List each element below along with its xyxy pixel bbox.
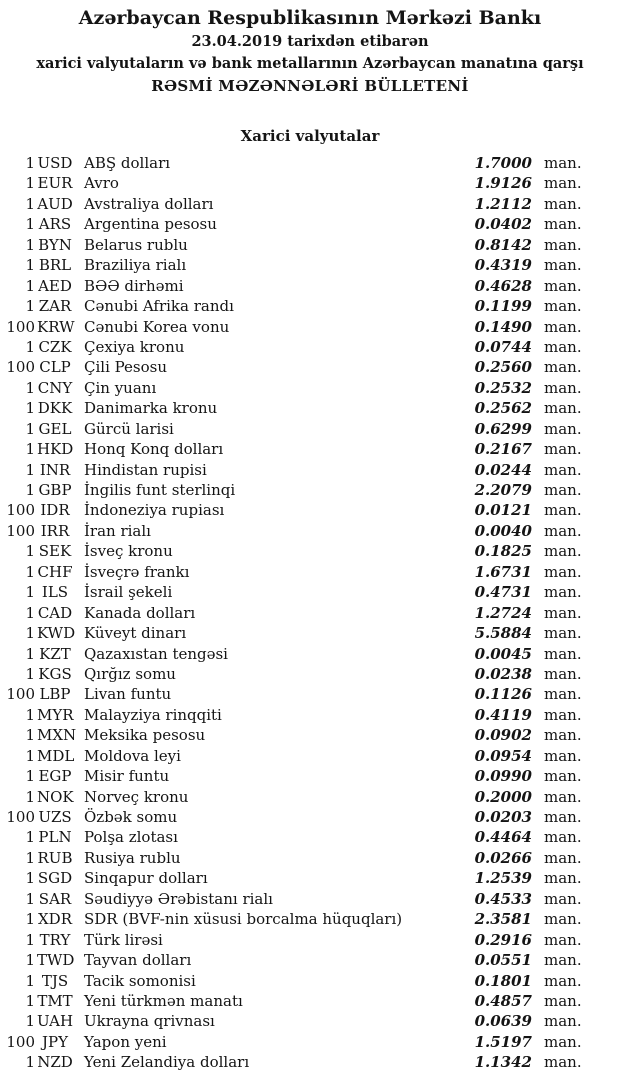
nominal-value: 100 xyxy=(6,521,35,540)
effective-date-line: 23.04.2019 tarixdən etibarən xyxy=(191,33,429,50)
currency-name: Çin yuanı xyxy=(84,378,157,397)
currency-code: ARS xyxy=(38,215,72,234)
nominal-value: 1 xyxy=(25,194,35,213)
nominal-value: 1 xyxy=(25,644,35,663)
currency-name: Norveç kronu xyxy=(84,787,189,806)
currency-name: Livan funtu xyxy=(84,685,172,704)
currency-name: BƏƏ dirhəmi xyxy=(84,276,184,295)
nominal-value: 1 xyxy=(25,481,35,499)
rate-value: 0.0203 xyxy=(474,808,532,826)
unit-label: man. xyxy=(544,154,582,172)
currency-code: MDL xyxy=(37,746,75,765)
currency-name: Belarus rublu xyxy=(84,235,188,254)
nominal-value: 1 xyxy=(25,276,35,295)
currency-code: JPY xyxy=(41,1032,68,1051)
nominal-value: 1 xyxy=(25,440,35,459)
nominal-value: 1 xyxy=(25,705,35,724)
table-row xyxy=(0,971,620,991)
unit-label: man. xyxy=(544,869,582,888)
currency-code: EUR xyxy=(37,174,73,193)
unit-label: man. xyxy=(544,889,582,908)
bulletin-title: RƏSMİ MƏZƏNNƏLƏRİ BÜLLETENİ xyxy=(151,77,469,95)
unit-label: man. xyxy=(544,440,582,459)
currency-name: Tayvan dolları xyxy=(84,951,192,970)
rate-value: 2.2079 xyxy=(474,481,532,499)
table-row xyxy=(0,746,620,766)
rate-value: 0.4319 xyxy=(474,256,532,275)
rate-value: 0.4464 xyxy=(474,828,532,847)
nominal-value: 100 xyxy=(6,808,35,826)
currency-name: Rusiya rublu xyxy=(84,848,181,867)
currency-name: Moldova leyi xyxy=(84,746,181,765)
rate-value: 0.1825 xyxy=(474,542,532,561)
table-row xyxy=(0,868,620,888)
unit-label: man. xyxy=(544,746,582,765)
table-row xyxy=(0,623,620,643)
nominal-value: 1 xyxy=(25,583,35,602)
table-row xyxy=(0,848,620,868)
table-row xyxy=(0,378,620,398)
unit-label: man. xyxy=(544,215,582,234)
table-row xyxy=(0,582,620,602)
nominal-value: 1 xyxy=(25,542,35,561)
currency-name: Meksika pesosu xyxy=(84,726,206,745)
rate-value: 1.1342 xyxy=(474,1053,532,1072)
currency-code: CZK xyxy=(38,337,72,356)
currency-name: Kanada dolları xyxy=(84,603,196,622)
currency-code: CNY xyxy=(37,378,73,397)
currency-name: Hindistan rupisi xyxy=(84,460,207,479)
nominal-value: 1 xyxy=(25,991,35,1010)
rate-value: 1.2724 xyxy=(474,603,532,622)
rate-value: 1.5197 xyxy=(474,1032,532,1051)
nominal-value: 1 xyxy=(25,297,35,316)
nominal-value: 100 xyxy=(6,1032,35,1051)
currency-name: Sinqapur dolları xyxy=(84,869,208,888)
currency-code: DKK xyxy=(37,399,73,418)
rate-value: 0.0244 xyxy=(474,460,532,479)
unit-label: man. xyxy=(544,787,582,806)
currency-code: TJS xyxy=(41,971,69,990)
nominal-value: 1 xyxy=(25,337,35,356)
nominal-value: 1 xyxy=(25,1012,35,1031)
currency-name: Çili Pesosu xyxy=(84,358,168,377)
unit-label: man. xyxy=(544,808,582,826)
table-row xyxy=(0,1052,620,1072)
currency-code: IDR xyxy=(40,501,70,520)
currency-code: MXN xyxy=(37,726,77,745)
unit-label: man. xyxy=(544,603,582,622)
table-row xyxy=(0,214,620,234)
rate-value: 0.6299 xyxy=(474,419,532,438)
table-row xyxy=(0,1011,620,1031)
table-row xyxy=(0,255,620,275)
rate-value: 0.0639 xyxy=(474,1012,532,1031)
nominal-value: 1 xyxy=(25,256,35,275)
rate-value: 1.7000 xyxy=(474,154,532,172)
currency-code: IRR xyxy=(40,521,70,540)
unit-label: man. xyxy=(544,624,582,643)
currency-code: ILS xyxy=(41,583,69,602)
rate-value: 0.2532 xyxy=(474,378,532,397)
exchange-rates-table xyxy=(0,153,620,1073)
nominal-value: 1 xyxy=(25,378,35,397)
currency-code: SGD xyxy=(37,869,73,888)
currency-name: Gürcü larisi xyxy=(84,419,174,438)
currency-name: Argentina pesosu xyxy=(84,215,217,234)
currency-code: SAR xyxy=(38,889,72,908)
currency-name: Braziliya rialı xyxy=(84,256,187,275)
rate-value: 0.2916 xyxy=(474,930,532,949)
currency-name: Yeni türkmən manatı xyxy=(84,991,243,1010)
nominal-value: 1 xyxy=(25,910,35,929)
rate-value: 1.6731 xyxy=(474,562,532,581)
currency-name: Cənubi Afrika randı xyxy=(84,297,234,316)
unit-label: man. xyxy=(544,726,582,745)
unit-label: man. xyxy=(544,297,582,316)
nominal-value: 1 xyxy=(25,828,35,847)
rate-value: 0.2562 xyxy=(474,399,532,418)
table-row xyxy=(0,337,620,357)
bank-name: Azərbaycan Respublikasının Mərkəzi Bankı xyxy=(78,7,542,29)
table-row xyxy=(0,889,620,909)
currency-code: CLP xyxy=(39,358,71,377)
rate-value: 0.2167 xyxy=(474,440,532,459)
unit-label: man. xyxy=(544,542,582,561)
currency-name: Honq Konq dolları xyxy=(84,440,224,459)
nominal-value: 1 xyxy=(25,951,35,970)
nominal-value: 1 xyxy=(25,562,35,581)
table-row xyxy=(0,194,620,214)
unit-label: man. xyxy=(544,399,582,418)
currency-name: Misir funtu xyxy=(84,767,170,786)
table-row xyxy=(0,807,620,827)
rate-value: 0.4628 xyxy=(474,276,532,295)
nominal-value: 1 xyxy=(25,215,35,234)
unit-label: man. xyxy=(544,174,582,193)
currency-name: Tacik somonisi xyxy=(84,971,196,990)
currency-code: MYR xyxy=(37,705,74,724)
rate-value: 0.2560 xyxy=(474,358,532,377)
rate-value: 1.2539 xyxy=(474,869,532,888)
nominal-value: 1 xyxy=(25,624,35,643)
section-title: Xarici valyutalar xyxy=(240,127,380,145)
rate-value: 0.4857 xyxy=(474,991,532,1010)
table-row xyxy=(0,317,620,337)
rate-value: 0.0551 xyxy=(474,951,532,970)
nominal-value: 1 xyxy=(25,399,35,418)
table-row xyxy=(0,521,620,541)
currency-name: Qazaxıstan tengəsi xyxy=(84,644,228,663)
currency-code: KZT xyxy=(39,644,71,663)
table-row xyxy=(0,766,620,786)
unit-label: man. xyxy=(544,501,582,520)
unit-label: man. xyxy=(544,705,582,724)
table-row xyxy=(0,480,620,500)
rate-value: 0.0238 xyxy=(474,664,532,683)
currency-code: AED xyxy=(38,276,72,295)
rate-value: 0.1490 xyxy=(474,317,532,336)
table-row xyxy=(0,603,620,623)
rate-value: 0.4731 xyxy=(474,583,532,602)
currency-code: CAD xyxy=(37,603,73,622)
currency-code: GBP xyxy=(38,481,72,499)
currency-code: TWD xyxy=(37,951,75,970)
currency-code: TMT xyxy=(37,991,73,1010)
currency-code: GEL xyxy=(38,419,72,438)
rate-value: 0.0902 xyxy=(474,726,532,745)
currency-code: KRW xyxy=(37,317,75,336)
table-row xyxy=(0,357,620,377)
table-row xyxy=(0,991,620,1011)
unit-label: man. xyxy=(544,460,582,479)
currency-code: XDR xyxy=(38,910,72,929)
currency-code: ZAR xyxy=(38,297,72,316)
currency-name: ABŞ dolları xyxy=(84,154,171,172)
rate-value: 0.2000 xyxy=(474,787,532,806)
unit-label: man. xyxy=(544,664,582,683)
unit-label: man. xyxy=(544,1053,582,1072)
currency-code: RUB xyxy=(37,848,73,867)
currency-name: İsveçrə frankı xyxy=(84,562,190,581)
nominal-value: 1 xyxy=(25,726,35,745)
rate-value: 5.5884 xyxy=(474,624,532,643)
currency-name: Özbək somu xyxy=(84,808,178,826)
currency-name: Türk lirəsi xyxy=(84,930,163,949)
unit-label: man. xyxy=(544,828,582,847)
currency-name: İran rialı xyxy=(84,521,151,540)
table-row xyxy=(0,398,620,418)
unit-label: man. xyxy=(544,378,582,397)
rate-value: 1.2112 xyxy=(474,194,532,213)
currency-code: BRL xyxy=(38,256,72,275)
currency-name: Polşa zlotası xyxy=(84,828,178,847)
currency-code: BYN xyxy=(38,235,72,254)
unit-label: man. xyxy=(544,644,582,663)
currency-code: CHF xyxy=(37,562,73,581)
currency-code: LBP xyxy=(39,685,71,704)
nominal-value: 1 xyxy=(25,603,35,622)
currency-code: UZS xyxy=(38,808,72,826)
currency-name: İsrail şekeli xyxy=(84,583,173,602)
unit-label: man. xyxy=(544,235,582,254)
currency-name: Malayziya rinqqiti xyxy=(84,705,222,724)
table-row xyxy=(0,705,620,725)
rate-value: 1.9126 xyxy=(474,174,532,193)
unit-label: man. xyxy=(544,562,582,581)
nominal-value: 1 xyxy=(25,971,35,990)
unit-label: man. xyxy=(544,971,582,990)
nominal-value: 1 xyxy=(25,419,35,438)
unit-label: man. xyxy=(544,685,582,704)
currency-name: Yapon yeni xyxy=(84,1032,167,1051)
table-row xyxy=(0,562,620,582)
unit-label: man. xyxy=(544,848,582,867)
currency-name: Çexiya kronu xyxy=(84,337,185,356)
table-row xyxy=(0,1032,620,1052)
nominal-value: 100 xyxy=(6,685,35,704)
table-row xyxy=(0,950,620,970)
table-row xyxy=(0,684,620,704)
unit-label: man. xyxy=(544,276,582,295)
nominal-value: 1 xyxy=(25,746,35,765)
currency-code: INR xyxy=(39,460,71,479)
currency-name: İsveç kronu xyxy=(84,542,173,561)
unit-label: man. xyxy=(544,910,582,929)
table-row xyxy=(0,235,620,255)
currency-code: USD xyxy=(37,154,73,172)
unit-label: man. xyxy=(544,337,582,356)
unit-label: man. xyxy=(544,767,582,786)
table-row xyxy=(0,787,620,807)
table-row xyxy=(0,276,620,296)
currency-code: HKD xyxy=(37,440,74,459)
rate-value: 0.8142 xyxy=(474,235,532,254)
table-row xyxy=(0,173,620,193)
unit-label: man. xyxy=(544,481,582,499)
nominal-value: 1 xyxy=(25,664,35,683)
nominal-value: 1 xyxy=(25,930,35,949)
nominal-value: 1 xyxy=(25,154,35,172)
rate-value: 0.4119 xyxy=(474,705,532,724)
currency-code: TRY xyxy=(39,930,71,949)
unit-label: man. xyxy=(544,930,582,949)
table-row xyxy=(0,296,620,316)
table-row xyxy=(0,439,620,459)
unit-label: man. xyxy=(544,419,582,438)
nominal-value: 100 xyxy=(6,317,35,336)
nominal-value: 100 xyxy=(6,501,35,520)
nominal-value: 1 xyxy=(25,889,35,908)
rate-value: 0.0402 xyxy=(474,215,532,234)
unit-label: man. xyxy=(544,1012,582,1031)
currency-name: İngilis funt sterlinqi xyxy=(84,481,236,499)
currency-name: Avro xyxy=(84,174,119,193)
table-row xyxy=(0,930,620,950)
currency-code: SEK xyxy=(38,542,72,561)
currency-code: KWD xyxy=(37,624,76,643)
nominal-value: 100 xyxy=(6,358,35,377)
rate-value: 0.0121 xyxy=(474,501,532,520)
currency-code: AUD xyxy=(37,194,73,213)
currency-name: Danimarka kronu xyxy=(84,399,218,418)
subtitle-line: xarici valyutaların və bank metallarının Azərbaycan manatına qarşı xyxy=(36,55,584,72)
currency-name: SDR (BVF-nin xüsusi borcalma hüquqları) xyxy=(84,910,403,929)
rate-value: 0.1801 xyxy=(474,971,532,990)
nominal-value: 1 xyxy=(25,767,35,786)
nominal-value: 1 xyxy=(25,174,35,193)
currency-code: KGS xyxy=(38,664,72,683)
rate-value: 0.0040 xyxy=(474,521,532,540)
currency-name: Qırğız somu xyxy=(84,664,176,683)
unit-label: man. xyxy=(544,317,582,336)
currency-name: Ukrayna qrivnası xyxy=(84,1012,215,1031)
rate-value: 0.0954 xyxy=(474,746,532,765)
table-row xyxy=(0,725,620,745)
table-row xyxy=(0,419,620,439)
currency-name: Cənubi Korea vonu xyxy=(84,317,230,336)
nominal-value: 1 xyxy=(25,848,35,867)
unit-label: man. xyxy=(544,358,582,377)
currency-code: PLN xyxy=(38,828,72,847)
rate-value: 2.3581 xyxy=(474,910,532,929)
currency-name: Səudiyyə Ərəbistanı rialı xyxy=(84,889,273,908)
unit-label: man. xyxy=(544,951,582,970)
rate-value: 0.4533 xyxy=(474,889,532,908)
unit-label: man. xyxy=(544,194,582,213)
currency-name: Avstraliya dolları xyxy=(84,194,214,213)
nominal-value: 1 xyxy=(25,1053,35,1072)
table-row xyxy=(0,644,620,664)
table-row xyxy=(0,153,620,173)
nominal-value: 1 xyxy=(25,460,35,479)
currency-code: NZD xyxy=(37,1053,73,1072)
table-row xyxy=(0,541,620,561)
currency-code: UAH xyxy=(37,1012,74,1031)
currency-name: İndoneziya rupiası xyxy=(84,501,225,520)
rate-value: 0.1126 xyxy=(474,685,532,704)
table-row xyxy=(0,909,620,929)
rate-value: 0.0990 xyxy=(474,767,532,786)
rate-value: 0.1199 xyxy=(474,297,532,316)
document-header xyxy=(0,0,620,97)
unit-label: man. xyxy=(544,991,582,1010)
nominal-value: 1 xyxy=(25,235,35,254)
currency-name: Küveyt dinarı xyxy=(84,624,187,643)
rate-value: 0.0744 xyxy=(474,337,532,356)
table-row xyxy=(0,500,620,520)
nominal-value: 1 xyxy=(25,787,35,806)
table-row xyxy=(0,664,620,684)
currency-name: Yeni Zelandiya dolları xyxy=(84,1053,250,1072)
rate-value: 0.0045 xyxy=(474,644,532,663)
unit-label: man. xyxy=(544,256,582,275)
unit-label: man. xyxy=(544,1032,582,1051)
table-row xyxy=(0,460,620,480)
nominal-value: 1 xyxy=(25,869,35,888)
table-row xyxy=(0,827,620,847)
unit-label: man. xyxy=(544,583,582,602)
unit-label: man. xyxy=(544,521,582,540)
currency-code: NOK xyxy=(37,787,74,806)
rate-value: 0.0266 xyxy=(474,848,532,867)
currency-code: EGP xyxy=(38,767,72,786)
